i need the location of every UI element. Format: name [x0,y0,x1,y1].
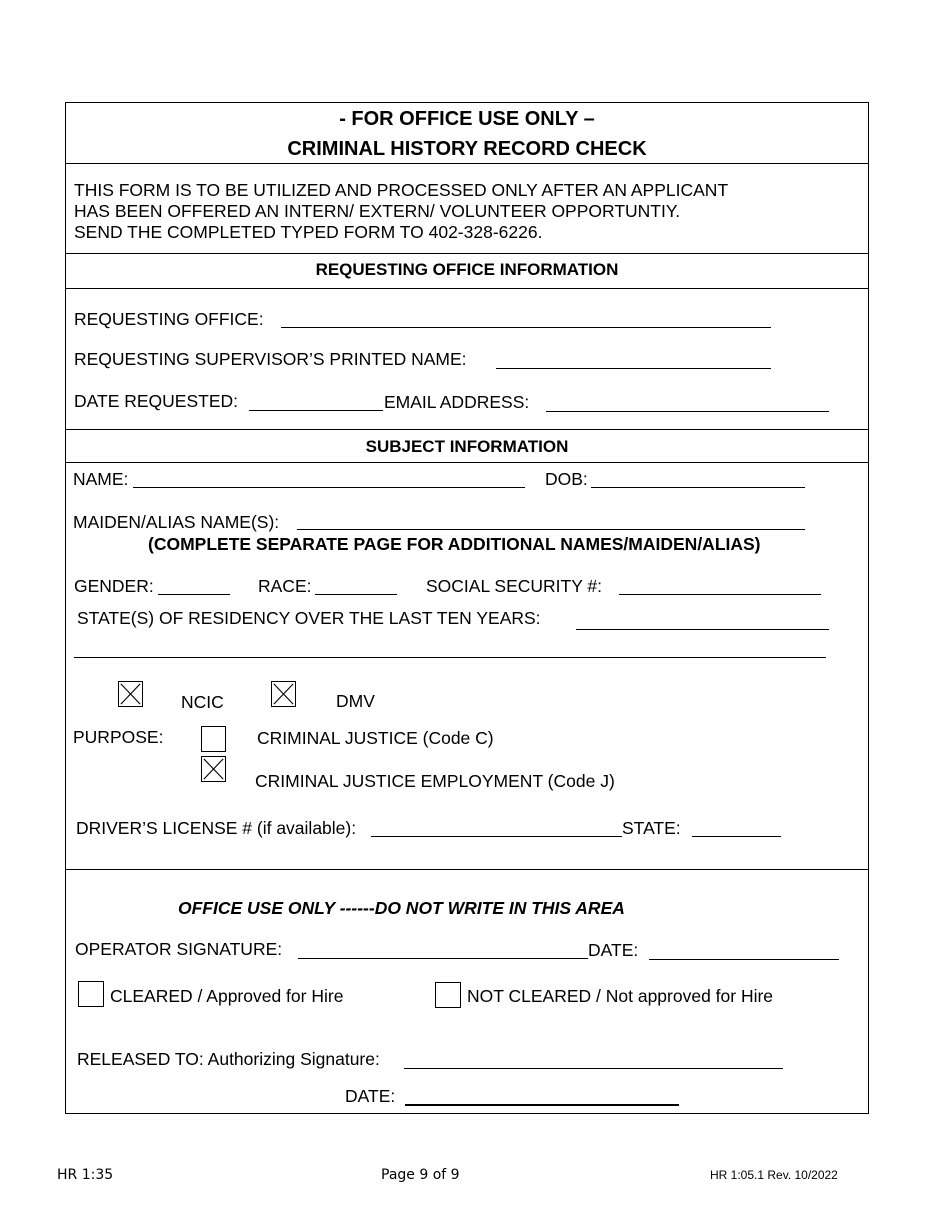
not-cleared-checkbox[interactable] [435,982,461,1008]
form-header-line1: - FOR OFFICE USE ONLY – [339,108,595,130]
operator-date-field[interactable] [649,959,839,960]
intro-line: HAS BEEN OFFERED AN INTERN/ EXTERN/ VOLUNTEER OPPORTUNTIY. [74,201,681,221]
requesting-office-field[interactable] [281,327,771,328]
purpose-c-checkbox[interactable] [201,726,226,752]
name-field[interactable] [133,487,525,488]
x-mark-icon [272,682,295,706]
email-address-field[interactable] [546,411,829,412]
residency-field-line2[interactable] [74,657,826,658]
license-state-field[interactable] [692,836,781,837]
intro-line: THIS FORM IS TO BE UTILIZED AND PROCESSED ONLY AFTER AN APPLICANT [74,180,729,200]
dmv-label: DMV [336,691,375,711]
cleared-checkbox[interactable] [78,981,104,1007]
alias-field[interactable] [297,529,805,530]
footer-form-code: HR 1:35 [57,1167,114,1183]
not-cleared-label: NOT CLEARED / Not approved for Hire [467,986,774,1006]
authorizing-signature-field[interactable] [404,1068,783,1069]
race-field[interactable] [315,594,397,595]
divider [65,163,869,164]
date-requested-field[interactable] [249,410,383,411]
date-requested-label: DATE REQUESTED: [74,391,239,411]
residency-field[interactable] [576,629,829,630]
license-label: DRIVER’S LICENSE # (if available): [76,818,357,838]
operator-signature-field[interactable] [298,958,588,959]
operator-signature-label: OPERATOR SIGNATURE: [75,939,283,959]
gender-label: GENDER: [74,576,154,596]
ssn-label: SOCIAL SECURITY #: [426,576,603,596]
race-label: RACE: [258,576,312,596]
residency-label: STATE(S) OF RESIDENCY OVER THE LAST TEN YEARS: [77,608,541,628]
alias-note: (COMPLETE SEPARATE PAGE FOR ADDITIONAL NAMES/MAIDEN/ALIAS) [148,534,761,554]
dmv-checkbox[interactable] [271,681,296,707]
release-date-field[interactable] [405,1104,679,1106]
license-field[interactable] [371,836,622,837]
supervisor-name-label: REQUESTING SUPERVISOR’S PRINTED NAME: [74,349,467,369]
operator-date-label: DATE: [588,940,639,960]
cleared-label: CLEARED / Approved for Hire [110,986,344,1006]
requesting-section-heading: REQUESTING OFFICE INFORMATION [315,260,619,279]
dob-label: DOB: [545,469,588,489]
footer-revision: HR 1:05.1 Rev. 10/2022 [710,1168,838,1182]
divider [65,462,869,463]
purpose-label: PURPOSE: [73,727,164,747]
gender-field[interactable] [158,594,230,595]
intro-line: SEND THE COMPLETED TYPED FORM TO 402-328-6226. [74,222,543,242]
purpose-j-checkbox[interactable] [201,756,226,782]
dob-field[interactable] [591,487,805,488]
ncic-label: NCIC [181,692,224,712]
purpose-c-label: CRIMINAL JUSTICE (Code C) [257,728,494,748]
x-mark-icon [119,682,142,706]
x-mark-icon [202,757,225,781]
purpose-j-label: CRIMINAL JUSTICE EMPLOYMENT (Code J) [255,771,615,791]
divider [65,869,869,870]
divider [65,253,869,254]
requesting-office-label: REQUESTING OFFICE: [74,309,264,329]
divider [65,288,869,289]
alias-label: MAIDEN/ALIAS NAME(S): [73,512,280,532]
ssn-field[interactable] [619,594,821,595]
divider [65,429,869,430]
form-title: CRIMINAL HISTORY RECORD CHECK [287,138,647,160]
license-state-label: STATE: [622,818,681,838]
subject-section-heading: SUBJECT INFORMATION [365,437,569,456]
footer-page-number: Page 9 of 9 [381,1167,460,1183]
office-use-heading: OFFICE USE ONLY ------DO NOT WRITE IN THIS AREA [178,898,625,918]
ncic-checkbox[interactable] [118,681,143,707]
supervisor-name-field[interactable] [496,368,771,369]
released-to-label: RELEASED TO: Authorizing Signature: [77,1049,380,1069]
name-label: NAME: [73,469,129,489]
release-date-label: DATE: [345,1086,396,1106]
email-address-label: EMAIL ADDRESS: [384,392,530,412]
